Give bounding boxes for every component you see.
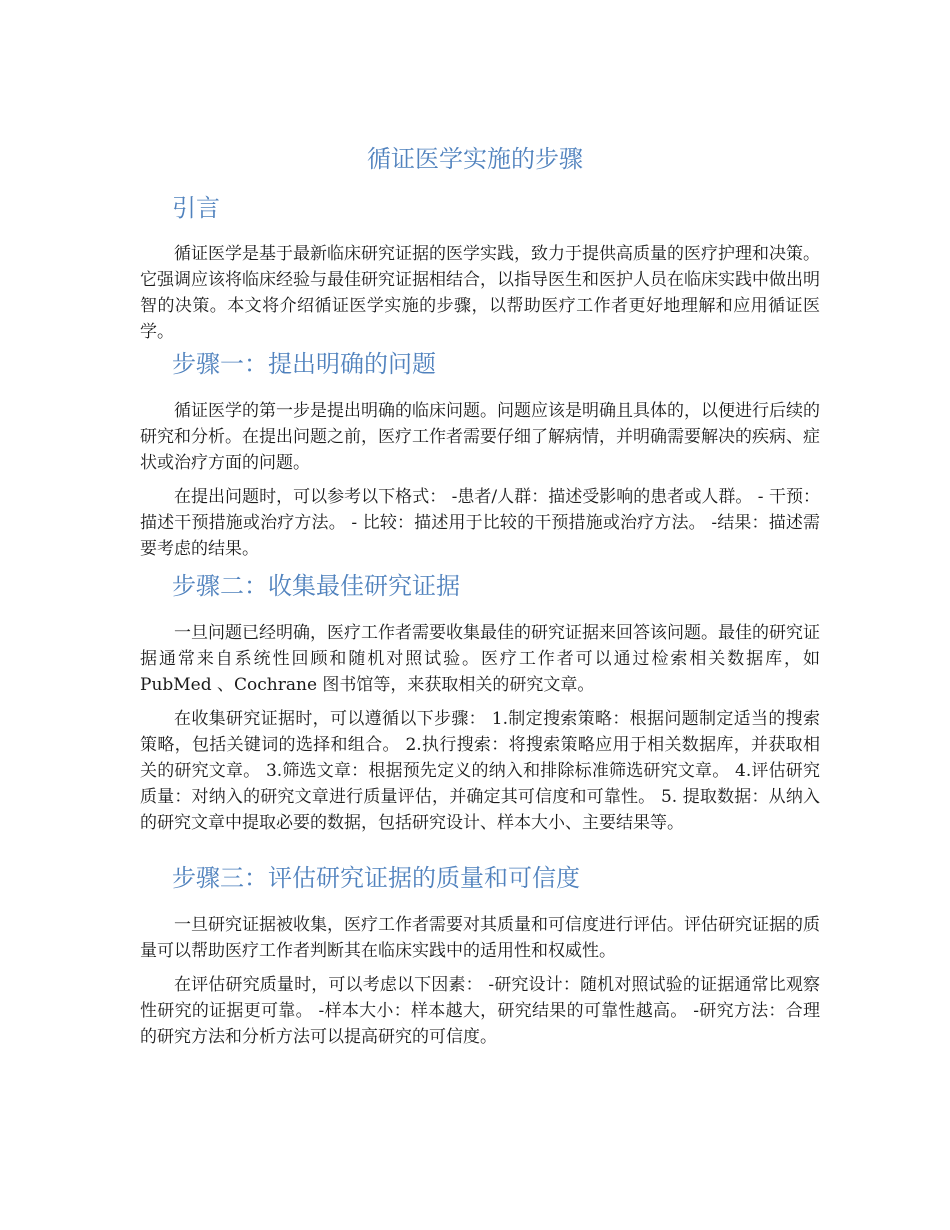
paragraph-step-2-procedure: 在收集研究证据时，可以遵循以下步骤： 1.制定搜索策略：根据问题制定适当的搜索策略，包括关键词的选择和组合。 2.执行搜索：将搜索策略应用于相关数据库，并获取相关的研究文章。 3.筛选文章：根据预先定义的纳入和排除标准筛选研究文章。 4.评估研究质量：对纳入的研究文章进行质量评估，并确定其可信度和可靠性。 5. 提取数据：从纳入的研究文章中提取必要的数据，包括研究设计、样本大小、主要结果等。 [140, 709, 820, 833]
paragraph-step-1-format: 在提出问题时，可以参考以下格式： -患者/人群：描述受影响的患者或人群。 - 干预：描述干预措施或治疗方法。 - 比较：描述用于比较的干预措施或治疗方法。 -结果：描述需要考虑的结果。 [140, 487, 820, 559]
paragraph-step-3-factors: 在评估研究质量时，可以考虑以下因素： -研究设计：随机对照试验的证据通常比观察性研究的证据更可靠。 -样本大小：样本越大，研究结果的可靠性越高。 -研究方法：合理的研究方法和分析方法可以提高研究的可信度。 [140, 975, 820, 1047]
paragraph-step-2-intro: 一旦问题已经明确，医疗工作者需要收集最佳的研究证据来回答该问题。最佳的研究证据通常来自系统性回顾和随机对照试验。医疗工作者可以通过检索相关数据库，如 PubMed 、Cochrane 图书馆等，来获取相关的研究文章。 [140, 623, 820, 695]
section-heading-introduction: 引言 [172, 194, 220, 222]
paragraph-step-3-intro: 一旦研究证据被收集，医疗工作者需要对其质量和可信度进行评估。评估研究证据的质量可以帮助医疗工作者判断其在临床实践中的适用性和权威性。 [140, 915, 820, 961]
section-heading-step-3: 步骤三：评估研究证据的质量和可信度 [172, 864, 580, 892]
section-heading-step-2: 步骤二：收集最佳研究证据 [172, 572, 460, 600]
document-title: 循证医学实施的步骤 [367, 145, 583, 173]
paragraph-step-1-intro: 循证医学的第一步是提出明确的临床问题。问题应该是明确且具体的，以便进行后续的研究和分析。在提出问题之前，医疗工作者需要仔细了解病情，并明确需要解决的疾病、症状或治疗方面的问题。 [140, 401, 820, 473]
section-heading-step-1: 步骤一：提出明确的问题 [172, 350, 436, 378]
paragraph-introduction: 循证医学是基于最新临床研究证据的医学实践，致力于提供高质量的医疗护理和决策。它强调应该将临床经验与最佳研究证据相结合，以指导医生和医护人员在临床实践中做出明智的决策。本文将介绍循证医学实施的步骤，以帮助医疗工作者更好地理解和应用循证医学。 [140, 244, 820, 342]
